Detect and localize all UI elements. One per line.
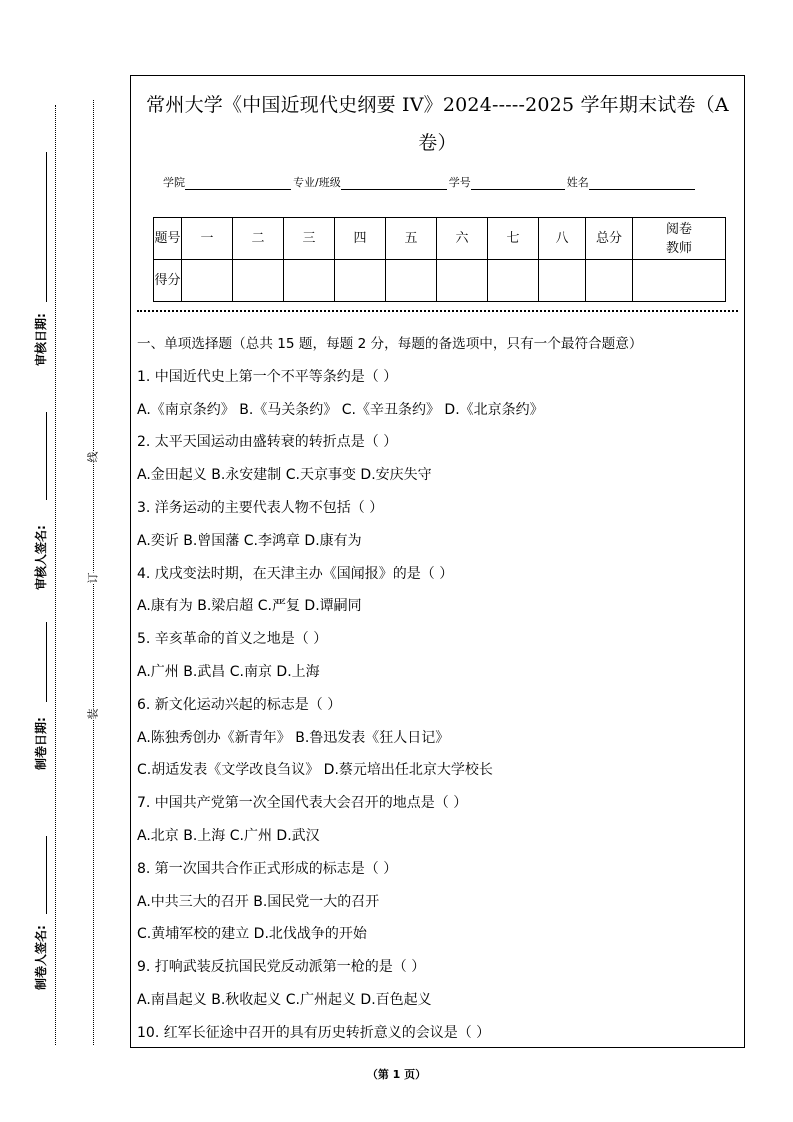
score-cell[interactable] <box>284 260 335 302</box>
options-line: A.奕䜣 B.曾国藩 C.李鸿章 D.康有为 <box>137 532 362 549</box>
student-id-label: 学号 <box>448 176 471 189</box>
score-cell[interactable] <box>386 260 437 302</box>
score-cell[interactable] <box>182 260 233 302</box>
name-label: 姓名 <box>566 176 589 189</box>
question-line: 3. 洋务运动的主要代表人物不包括（ ） <box>137 499 384 516</box>
options-line: A.康有为 B.梁启超 C.严复 D.谭嗣同 <box>137 598 362 615</box>
question-line: 10. 红军长征途中召开的具有历史转折意义的会议是（ ） <box>137 1024 491 1041</box>
major-field[interactable] <box>341 176 447 190</box>
name-field[interactable] <box>589 176 695 190</box>
dotted-separator <box>137 310 738 312</box>
reviewer-sign-line[interactable] <box>46 412 47 500</box>
score-cell-grader[interactable] <box>633 260 726 302</box>
student-id-field[interactable] <box>471 176 565 190</box>
score-cell[interactable] <box>233 260 284 302</box>
exam-title <box>131 86 744 162</box>
col-header: 二 <box>233 218 284 260</box>
question-line: 1. 中国近代史上第一个不平等条约是（ ） <box>137 368 398 385</box>
col-header-total: 总分 <box>586 218 633 260</box>
reviewer-date-line[interactable] <box>46 152 47 302</box>
row-label-question: 题号 <box>154 218 182 260</box>
question-line: 5. 辛亥革命的首义之地是（ ） <box>137 631 328 648</box>
options-line: A.中共三大的召开 B.国民党一大的召开 <box>137 893 380 910</box>
binding-char-order: 订 <box>86 572 100 584</box>
question-line: 4. 戊戌变法时期，在天津主办《国闻报》的是（ ） <box>137 565 454 582</box>
col-header: 八 <box>539 218 586 260</box>
major-label: 专业/班级 <box>293 176 341 189</box>
college-label: 学院 <box>163 176 185 189</box>
exam-frame <box>130 75 745 1048</box>
question-line: 2. 太平天国运动由盛转衰的转折点是（ ） <box>137 434 398 451</box>
options-line: A.金田起义 B.永安建制 C.天京事变 D.安庆失守 <box>137 467 432 484</box>
exam-title-line1: 常州大学《中国近现代史纲要 IV》2024-----2025 学年期末试卷（A <box>146 94 729 116</box>
col-header: 四 <box>335 218 386 260</box>
exam-title-line2: 卷） <box>418 132 457 154</box>
score-table <box>153 217 726 302</box>
col-header: 三 <box>284 218 335 260</box>
college-field[interactable] <box>185 176 291 190</box>
page-number: （第 1 页） <box>366 1068 427 1081</box>
student-info-row <box>163 174 723 190</box>
options-line: A.广州 B.武昌 C.南京 D.上海 <box>137 663 320 680</box>
score-table-score-row <box>154 260 726 302</box>
score-cell[interactable] <box>335 260 386 302</box>
col-header: 六 <box>437 218 488 260</box>
score-table-header-row <box>154 218 726 260</box>
options-line: C.胡适发表《文学改良刍议》 D.蔡元培出任北京大学校长 <box>137 762 493 779</box>
maker-date-line[interactable] <box>46 622 47 702</box>
options-line: A.陈独秀创办《新青年》 B.鲁迅发表《狂人日记》 <box>137 729 450 746</box>
col-header: 七 <box>488 218 539 260</box>
options-line: A.北京 B.上海 C.广州 D.武汉 <box>137 827 320 844</box>
row-label-score: 得分 <box>154 260 182 302</box>
options-line: A.南昌起义 B.秋收起义 C.广州起义 D.百色起义 <box>137 991 432 1008</box>
maker-sign-label: 制卷人签名: <box>34 925 48 990</box>
maker-sign-line[interactable] <box>46 836 47 914</box>
reviewer-date-label: 审核日期: <box>34 313 48 366</box>
question-line: 8. 第一次国共合作正式形成的标志是（ ） <box>137 860 398 877</box>
score-cell[interactable] <box>437 260 488 302</box>
binding-char-line: 线 <box>86 451 100 463</box>
options-line: A.《南京条约》 B.《马关条约》 C.《辛丑条约》 D.《北京条约》 <box>137 401 544 418</box>
binding-char-bind: 装 <box>86 708 100 720</box>
question-section <box>137 334 742 1056</box>
col-header-grader: 阅卷教师 <box>633 218 726 260</box>
col-header: 一 <box>182 218 233 260</box>
question-line: 6. 新文化运动兴起的标志是（ ） <box>137 696 342 713</box>
maker-date-label: 制卷日期: <box>34 717 48 770</box>
col-header: 五 <box>386 218 437 260</box>
binding-dotted-line-left <box>55 105 56 1045</box>
question-line: 7. 中国共产党第一次全国代表大会召开的地点是（ ） <box>137 795 468 812</box>
score-cell[interactable] <box>539 260 586 302</box>
score-cell-total[interactable] <box>586 260 633 302</box>
question-line: 9. 打响武装反抗国民党反动派第一枪的是（ ） <box>137 959 426 976</box>
section-heading: 一、单项选择题（总共 15 题，每题 2 分，每题的备选项中，只有一个最符合题意） <box>137 336 643 352</box>
options-line: C.黄埔军校的建立 D.北伐战争的开始 <box>137 926 367 943</box>
score-cell[interactable] <box>488 260 539 302</box>
reviewer-sign-label: 审核人签名: <box>34 525 48 590</box>
